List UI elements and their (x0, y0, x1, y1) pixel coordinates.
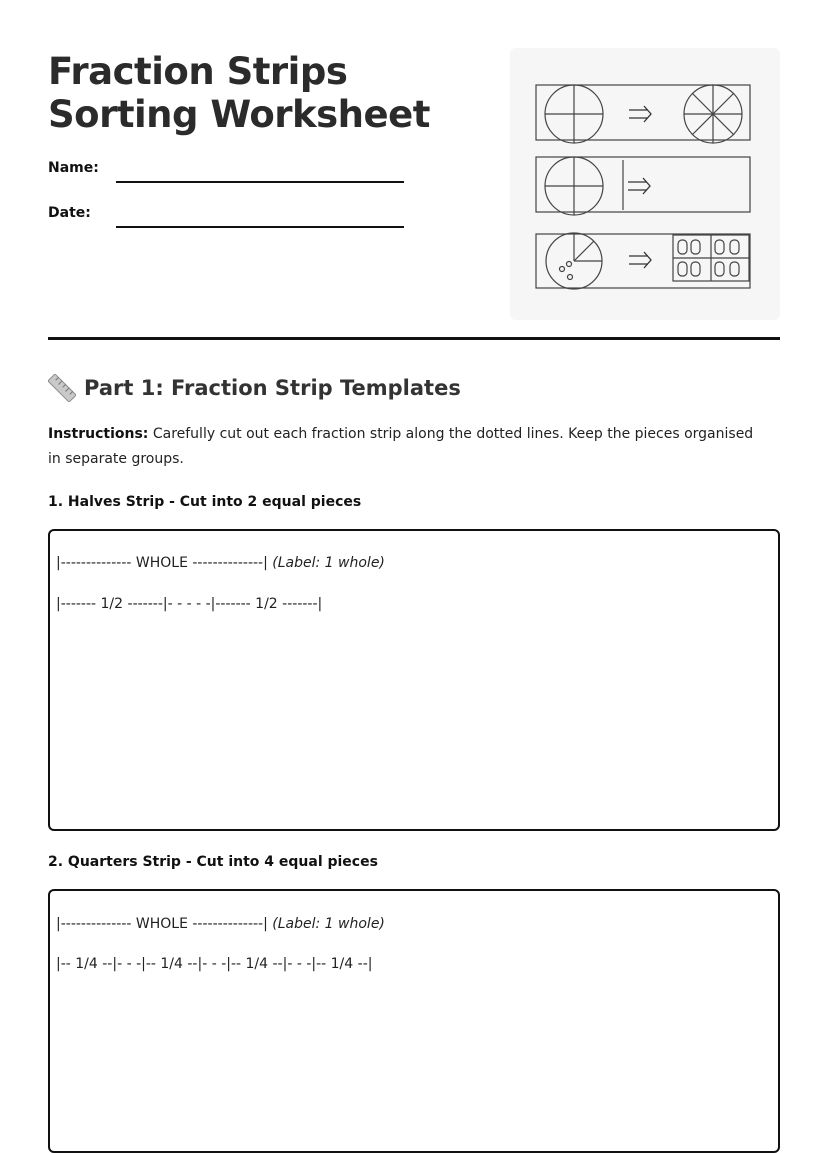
halves-strip-box (48, 529, 780, 831)
whole-label-note: (Label: 1 whole) (272, 555, 385, 571)
header-divider (48, 337, 780, 340)
date-label: Date: (48, 205, 91, 221)
instructions-text: Carefully cut out each fraction strip along the dotted lines. Keep the pieces organised in separate groups. (48, 426, 754, 467)
whole-strip-text: |-------------- WHOLE --------------| (56, 916, 273, 932)
instructions-label: Instructions: (48, 426, 149, 442)
date-field-line[interactable] (116, 226, 404, 228)
ruler-icon (48, 374, 76, 402)
part1-heading (48, 374, 461, 402)
fraction-circles-to-strips-illustration (510, 48, 780, 320)
halves-strip-heading: 1. Halves Strip - Cut into 2 equal pieces (48, 494, 362, 510)
quarters-pieces-line: |-- 1/4 --|- - -|-- 1/4 --|- - -|-- 1/4 --|- - -|-- 1/4 --| (56, 956, 373, 972)
quarters-whole-line (56, 916, 385, 932)
halves-pieces-line: |------- 1/2 -------|- - - - -|------- 1/2 -------| (56, 596, 323, 612)
fraction-illustration-image (510, 48, 780, 320)
part1-heading-text: Part 1: Fraction Strip Templates (84, 376, 461, 400)
worksheet-title: Fraction Strips Sorting Worksheet (48, 50, 430, 136)
name-label: Name: (48, 160, 99, 176)
instructions (48, 422, 768, 472)
whole-strip-text: |-------------- WHOLE --------------| (56, 555, 273, 571)
whole-label-note: (Label: 1 whole) (272, 916, 385, 932)
quarters-strip-box (48, 889, 780, 1153)
halves-whole-line (56, 555, 385, 571)
quarters-strip-heading: 2. Quarters Strip - Cut into 4 equal pieces (48, 854, 378, 870)
name-field-line[interactable] (116, 181, 404, 183)
